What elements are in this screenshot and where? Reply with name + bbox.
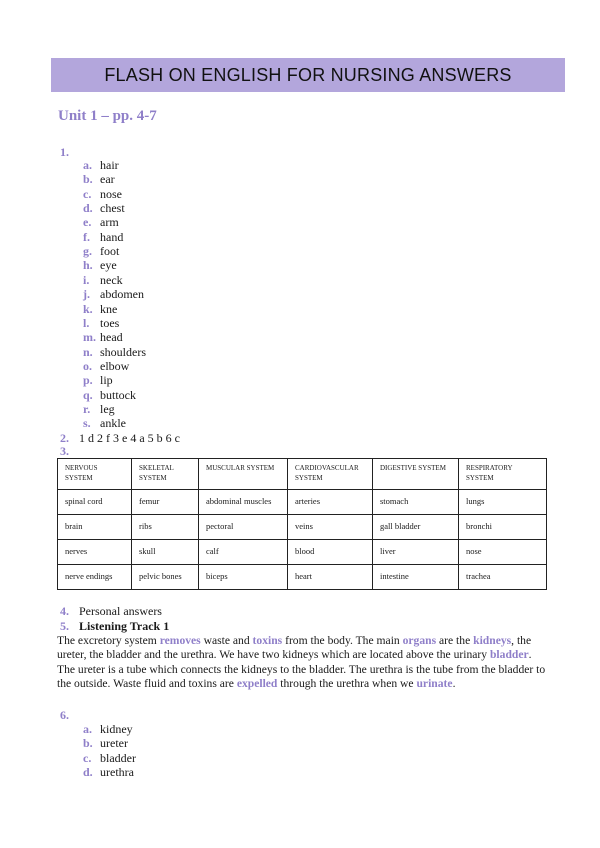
- list-item: [83, 244, 119, 258]
- highlighted-word: urinate: [416, 676, 453, 690]
- table-cell: veins: [288, 515, 373, 540]
- table-header-cell: DIGESTIVE SYSTEM: [373, 459, 459, 490]
- list-item: [83, 751, 136, 765]
- list-item-word: arm: [100, 215, 119, 230]
- table-row: [58, 540, 547, 565]
- highlighted-word: removes: [159, 634, 201, 647]
- exercise-3-number: 3.: [60, 444, 69, 458]
- table-cell: lungs: [459, 490, 547, 515]
- list-item: [83, 765, 134, 779]
- list-item: [83, 402, 115, 416]
- list-item-word: ureter: [100, 736, 128, 751]
- list-item-letter: i.: [83, 272, 90, 287]
- paragraph-text: The excretory system: [57, 634, 160, 647]
- list-item-word: shoulders: [100, 344, 146, 359]
- list-item-letter: m.: [83, 330, 96, 345]
- table-cell: nerves: [58, 540, 132, 565]
- table-cell: nose: [459, 540, 547, 565]
- table-cell: heart: [288, 565, 373, 590]
- list-item-letter: f.: [83, 229, 90, 244]
- list-item-word: ankle: [100, 416, 126, 431]
- list-item-letter: c.: [83, 186, 92, 201]
- highlighted-word: toxins: [252, 634, 283, 647]
- list-item: [83, 373, 113, 387]
- list-item: [83, 722, 133, 736]
- table-cell: blood: [288, 540, 373, 565]
- table-header-row: [58, 459, 547, 490]
- list-item-word: hand: [100, 229, 124, 244]
- table-cell: femur: [132, 490, 199, 515]
- highlighted-word: kidneys: [473, 634, 512, 647]
- table-row: [58, 515, 547, 540]
- list-item: [83, 330, 123, 344]
- table-cell: calf: [199, 540, 288, 565]
- body-systems-table: [57, 458, 547, 590]
- list-item: [83, 172, 115, 186]
- list-item-letter: p.: [83, 373, 93, 388]
- table-header-cell: CARDIOVASCULAR SYSTEM: [288, 459, 373, 490]
- list-item-letter: c.: [83, 750, 92, 765]
- table-cell: ribs: [132, 515, 199, 540]
- paragraph-text: .: [452, 676, 456, 690]
- exercise-2-number: 2.: [60, 431, 69, 445]
- list-item: [83, 215, 119, 229]
- list-item-word: hair: [100, 158, 119, 172]
- exercise-2-answers: 1 d 2 f 3 e 4 a 5 b 6 c: [79, 431, 180, 445]
- table-cell: bronchi: [459, 515, 547, 540]
- list-item: [83, 187, 122, 201]
- paragraph-text: . The ureter is a tube which connects the kidneys to the bladder. The urethra is the tube from the bladder to the outside. Waste fluid and toxins are: [57, 648, 546, 690]
- table-cell: arteries: [288, 490, 373, 515]
- exercise-1-number: 1.: [60, 145, 69, 159]
- list-item: [83, 201, 125, 215]
- table-cell: gall bladder: [373, 515, 459, 540]
- list-item-letter: s.: [83, 416, 91, 431]
- list-item-letter: n.: [83, 344, 93, 359]
- list-item-letter: d.: [83, 201, 93, 216]
- table-cell: pectoral: [199, 515, 288, 540]
- table-header-cell: RESPIRATORY SYSTEM: [459, 459, 547, 490]
- list-item: [83, 359, 129, 373]
- list-item-letter: l.: [83, 315, 90, 330]
- list-item: [83, 388, 136, 402]
- list-item-letter: a.: [83, 722, 92, 736]
- table-header-cell: SKELETAL SYSTEM: [132, 459, 199, 490]
- listening-paragraph: [57, 634, 547, 691]
- table-cell: intestine: [373, 565, 459, 590]
- list-item-word: elbow: [100, 358, 130, 373]
- list-item: [83, 287, 144, 301]
- table-cell: spinal cord: [58, 490, 132, 515]
- exercise-5-number: 5.: [60, 619, 69, 633]
- table-cell: brain: [58, 515, 132, 540]
- exercise-5-title: Listening Track 1: [79, 619, 170, 633]
- list-item-word: chest: [100, 201, 125, 216]
- table-cell: liver: [373, 540, 459, 565]
- list-item-word: foot: [100, 244, 120, 259]
- page-banner: [51, 58, 565, 92]
- table-row: [58, 565, 547, 590]
- list-item-word: lip: [100, 373, 113, 388]
- table-header-cell: MUSCULAR SYSTEM: [199, 459, 288, 490]
- paragraph-text: waste and: [200, 634, 253, 647]
- list-item: [83, 302, 117, 316]
- table-header-cell: NERVOUS SYSTEM: [58, 459, 132, 490]
- table-cell: abdominal muscles: [199, 490, 288, 515]
- list-item-letter: q.: [83, 387, 93, 402]
- list-item: [83, 416, 126, 430]
- list-item: [83, 258, 117, 272]
- list-item-letter: b.: [83, 736, 93, 751]
- exercise-6-number: 6.: [60, 708, 69, 722]
- table-cell: trachea: [459, 565, 547, 590]
- table-cell: pelvic bones: [132, 565, 199, 590]
- list-item: [83, 230, 123, 244]
- list-item-letter: b.: [83, 172, 93, 187]
- list-item-letter: k.: [83, 301, 93, 316]
- list-item-word: urethra: [100, 765, 134, 780]
- list-item-letter: g.: [83, 244, 92, 259]
- list-item: [83, 316, 119, 330]
- list-item-letter: j.: [83, 287, 90, 302]
- list-item-letter: r.: [83, 401, 91, 416]
- table-row: [58, 490, 547, 515]
- banner-title: FLASH ON ENGLISH FOR NURSING ANSWERS: [104, 64, 512, 85]
- highlighted-word: organs: [402, 634, 437, 647]
- list-item: [83, 345, 146, 359]
- highlighted-word: expelled: [236, 676, 278, 690]
- paragraph-text: , the ureter, the bladder and the urethra. We have two kidneys which are located above the urinary: [57, 634, 532, 662]
- paragraph-text: are the: [436, 634, 474, 647]
- list-item-word: bladder: [100, 750, 136, 765]
- list-item-word: kidney: [100, 722, 133, 736]
- highlighted-word: bladder: [489, 648, 529, 662]
- list-item: [83, 273, 123, 287]
- list-item-word: leg: [100, 401, 115, 416]
- table-cell: skull: [132, 540, 199, 565]
- list-item-letter: e.: [83, 215, 92, 230]
- list-item-word: ear: [100, 172, 115, 187]
- paragraph-text: from the body. The main: [282, 634, 403, 647]
- list-item-letter: a.: [83, 158, 92, 172]
- table-cell: stomach: [373, 490, 459, 515]
- list-item-letter: d.: [83, 765, 93, 780]
- list-item: [83, 736, 128, 750]
- list-item-word: buttock: [100, 387, 136, 402]
- list-item-word: kne: [100, 301, 118, 316]
- paragraph-text: through the urethra when we: [277, 676, 417, 690]
- list-item-word: nose: [100, 186, 122, 201]
- list-item-word: toes: [100, 315, 120, 330]
- table-cell: biceps: [199, 565, 288, 590]
- exercise-4-number: 4.: [60, 604, 69, 618]
- list-item-letter: h.: [83, 258, 93, 273]
- list-item: [83, 158, 119, 172]
- list-item-word: abdomen: [100, 287, 144, 302]
- exercise-4-answer: Personal answers: [79, 604, 162, 618]
- list-item-word: head: [100, 330, 123, 345]
- unit-title: Unit 1 – pp. 4-7: [58, 108, 157, 124]
- list-item-word: neck: [100, 272, 123, 287]
- list-item-letter: o.: [83, 358, 92, 373]
- list-item-word: eye: [100, 258, 117, 273]
- table-cell: nerve endings: [58, 565, 132, 590]
